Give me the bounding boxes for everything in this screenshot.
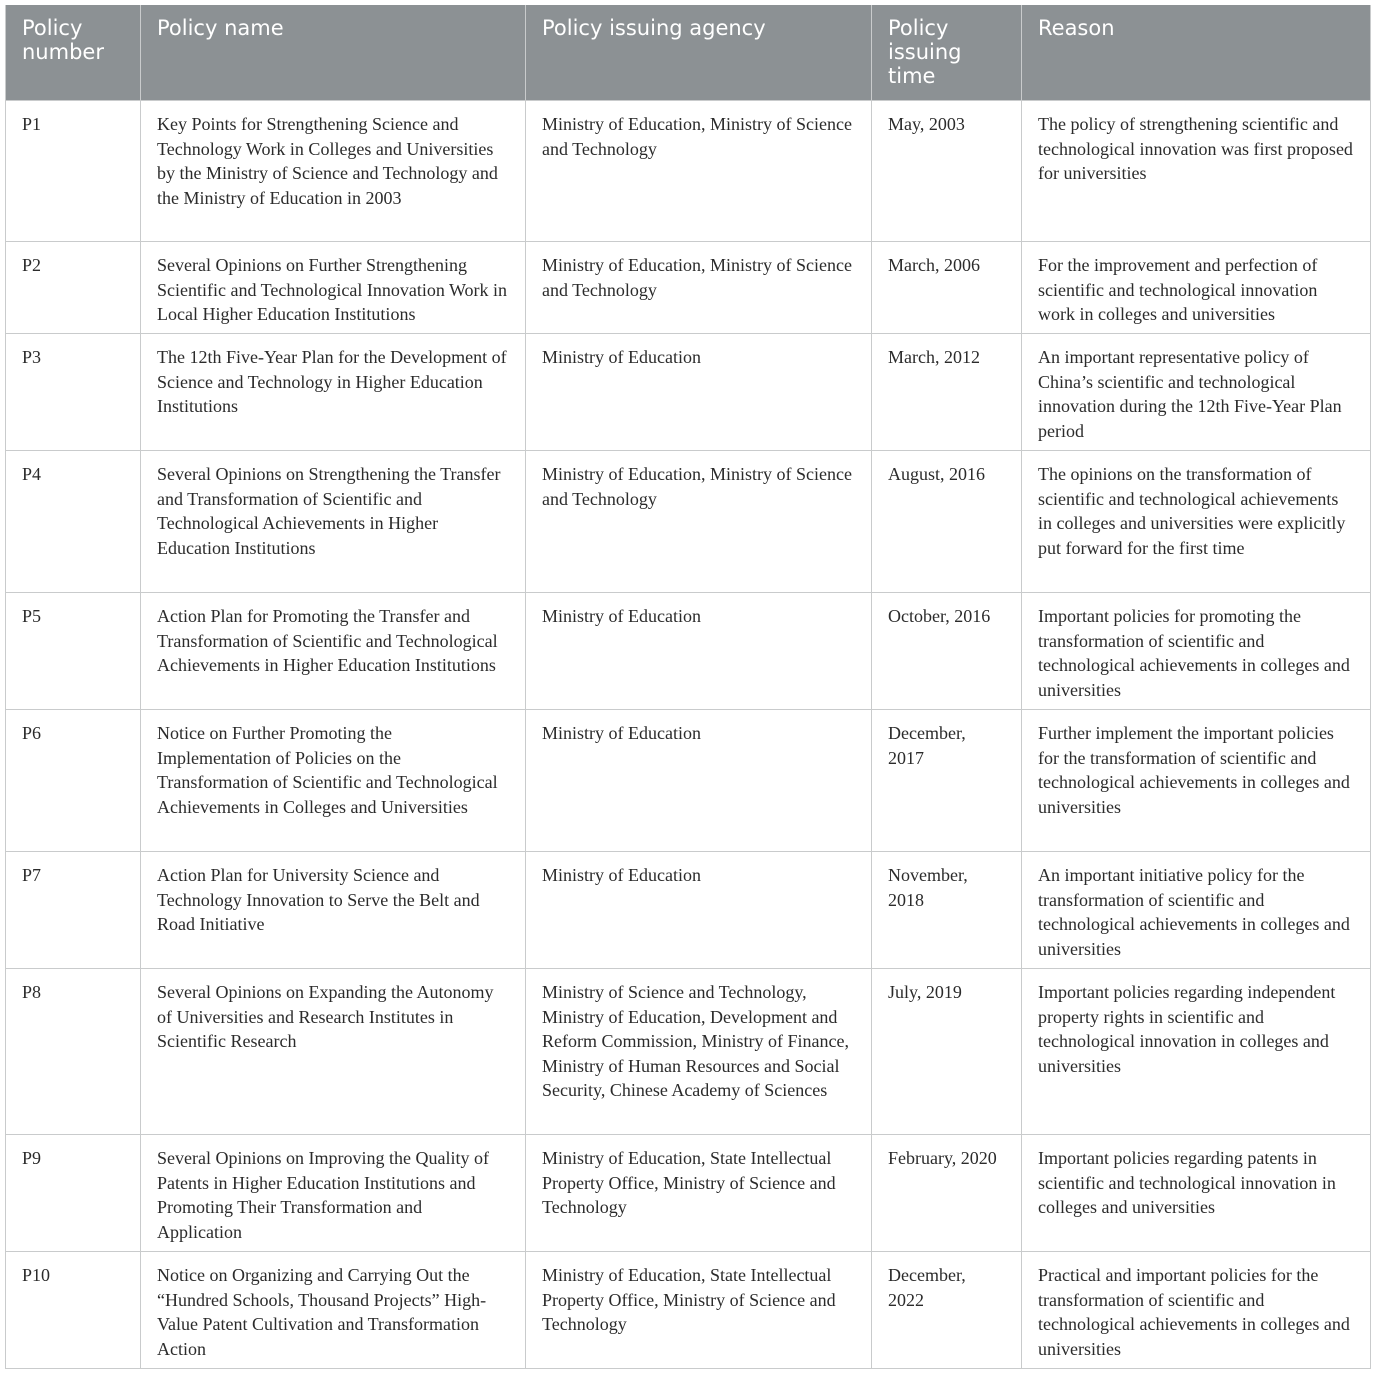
cell-policy-number: P5 [6, 593, 141, 710]
cell-policy-name: Several Opinions on Strengthening the Transfer and Transformation of Scientific and Technological Achievements in Higher Education Institutions [141, 451, 526, 593]
cell-issuing-time: May, 2003 [872, 101, 1022, 242]
cell-issuing-agency: Ministry of Education, State Intellectual Property Office, Ministry of Science and Technology [526, 1135, 872, 1252]
cell-issuing-agency: Ministry of Education, State Intellectual Property Office, Ministry of Science and Technology [526, 1252, 872, 1369]
header-reason: Reason [1022, 5, 1371, 101]
cell-policy-name: Several Opinions on Expanding the Autonomy of Universities and Research Institutes in Scientific Research [141, 969, 526, 1135]
cell-issuing-time: October, 2016 [872, 593, 1022, 710]
cell-issuing-agency: Ministry of Education, Ministry of Science and Technology [526, 451, 872, 593]
cell-issuing-agency: Ministry of Education, Ministry of Science and Technology [526, 242, 872, 334]
cell-reason: Important policies regarding independent property rights in scientific and technological innovation in colleges and universities [1022, 969, 1371, 1135]
cell-reason: Important policies for promoting the transformation of scientific and technological achievements in colleges and universities [1022, 593, 1371, 710]
cell-reason: For the improvement and perfection of scientific and technological innovation work in colleges and universities [1022, 242, 1371, 334]
cell-issuing-time: March, 2012 [872, 334, 1022, 451]
cell-issuing-time: March, 2006 [872, 242, 1022, 334]
cell-reason: The policy of strengthening scientific and technological innovation was first proposed for universities [1022, 101, 1371, 242]
table-row [6, 969, 1371, 1135]
cell-policy-number: P3 [6, 334, 141, 451]
header-policy-number: Policy number [6, 5, 141, 101]
cell-reason: Important policies regarding patents in scientific and technological innovation in colleges and universities [1022, 1135, 1371, 1252]
cell-policy-name: Notice on Further Promoting the Implementation of Policies on the Transformation of Scientific and Technological Achievements in Colleges and Universities [141, 710, 526, 852]
cell-issuing-time: February, 2020 [872, 1135, 1022, 1252]
cell-policy-name: The 12th Five-Year Plan for the Development of Science and Technology in Higher Education Institutions [141, 334, 526, 451]
header-row [6, 5, 1371, 101]
cell-policy-name: Action Plan for Promoting the Transfer and Transformation of Scientific and Technological Achievements in Higher Education Institutions [141, 593, 526, 710]
cell-issuing-agency: Ministry of Science and Technology, Ministry of Education, Development and Reform Commission, Ministry of Finance, Ministry of Human Resources and Social Security, Chinese Academy of Sciences [526, 969, 872, 1135]
cell-policy-name: Several Opinions on Improving the Quality of Patents in Higher Education Institutions and Promoting Their Transformation and Application [141, 1135, 526, 1252]
table-row [6, 451, 1371, 593]
cell-issuing-time: December, 2022 [872, 1252, 1022, 1369]
cell-issuing-agency: Ministry of Education [526, 852, 872, 969]
header-policy-name: Policy name [141, 5, 526, 101]
cell-policy-name: Key Points for Strengthening Science and Technology Work in Colleges and Universities by the Ministry of Science and Technology and the Ministry of Education in 2003 [141, 101, 526, 242]
cell-policy-number: P7 [6, 852, 141, 969]
table-row [6, 101, 1371, 242]
cell-reason: An important initiative policy for the transformation of scientific and technological achievements in colleges and universities [1022, 852, 1371, 969]
cell-policy-number: P9 [6, 1135, 141, 1252]
table-row [6, 1135, 1371, 1252]
header-issuing-agency: Policy issuing agency [526, 5, 872, 101]
cell-issuing-time: July, 2019 [872, 969, 1022, 1135]
cell-reason: Further implement the important policies for the transformation of scientific and technological achievements in colleges and universities [1022, 710, 1371, 852]
table-row [6, 710, 1371, 852]
cell-policy-number: P6 [6, 710, 141, 852]
cell-policy-name: Several Opinions on Further Strengthening Scientific and Technological Innovation Work in Local Higher Education Institutions [141, 242, 526, 334]
cell-policy-number: P2 [6, 242, 141, 334]
table-row [6, 334, 1371, 451]
cell-issuing-agency: Ministry of Education [526, 710, 872, 852]
cell-issuing-agency: Ministry of Education [526, 334, 872, 451]
table-row [6, 242, 1371, 334]
cell-issuing-time: August, 2016 [872, 451, 1022, 593]
cell-policy-number: P4 [6, 451, 141, 593]
cell-issuing-agency: Ministry of Education [526, 593, 872, 710]
policy-table [5, 5, 1371, 1369]
cell-issuing-time: December, 2017 [872, 710, 1022, 852]
cell-policy-number: P8 [6, 969, 141, 1135]
header-issuing-time: Policy issuing time [872, 5, 1022, 101]
table-row [6, 1252, 1371, 1369]
cell-policy-number: P1 [6, 101, 141, 242]
cell-policy-name: Action Plan for University Science and Technology Innovation to Serve the Belt and Road Initiative [141, 852, 526, 969]
table-row [6, 593, 1371, 710]
table-row [6, 852, 1371, 969]
cell-reason: The opinions on the transformation of scientific and technological achievements in colleges and universities were explicitly put forward for the first time [1022, 451, 1371, 593]
cell-reason: Practical and important policies for the transformation of scientific and technological achievements in colleges and universities [1022, 1252, 1371, 1369]
cell-issuing-time: November, 2018 [872, 852, 1022, 969]
cell-policy-name: Notice on Organizing and Carrying Out the “Hundred Schools, Thousand Projects” High-Value Patent Cultivation and Transformation Action [141, 1252, 526, 1369]
cell-reason: An important representative policy of China’s scientific and technological innovation during the 12th Five-Year Plan period [1022, 334, 1371, 451]
cell-policy-number: P10 [6, 1252, 141, 1369]
cell-issuing-agency: Ministry of Education, Ministry of Science and Technology [526, 101, 872, 242]
